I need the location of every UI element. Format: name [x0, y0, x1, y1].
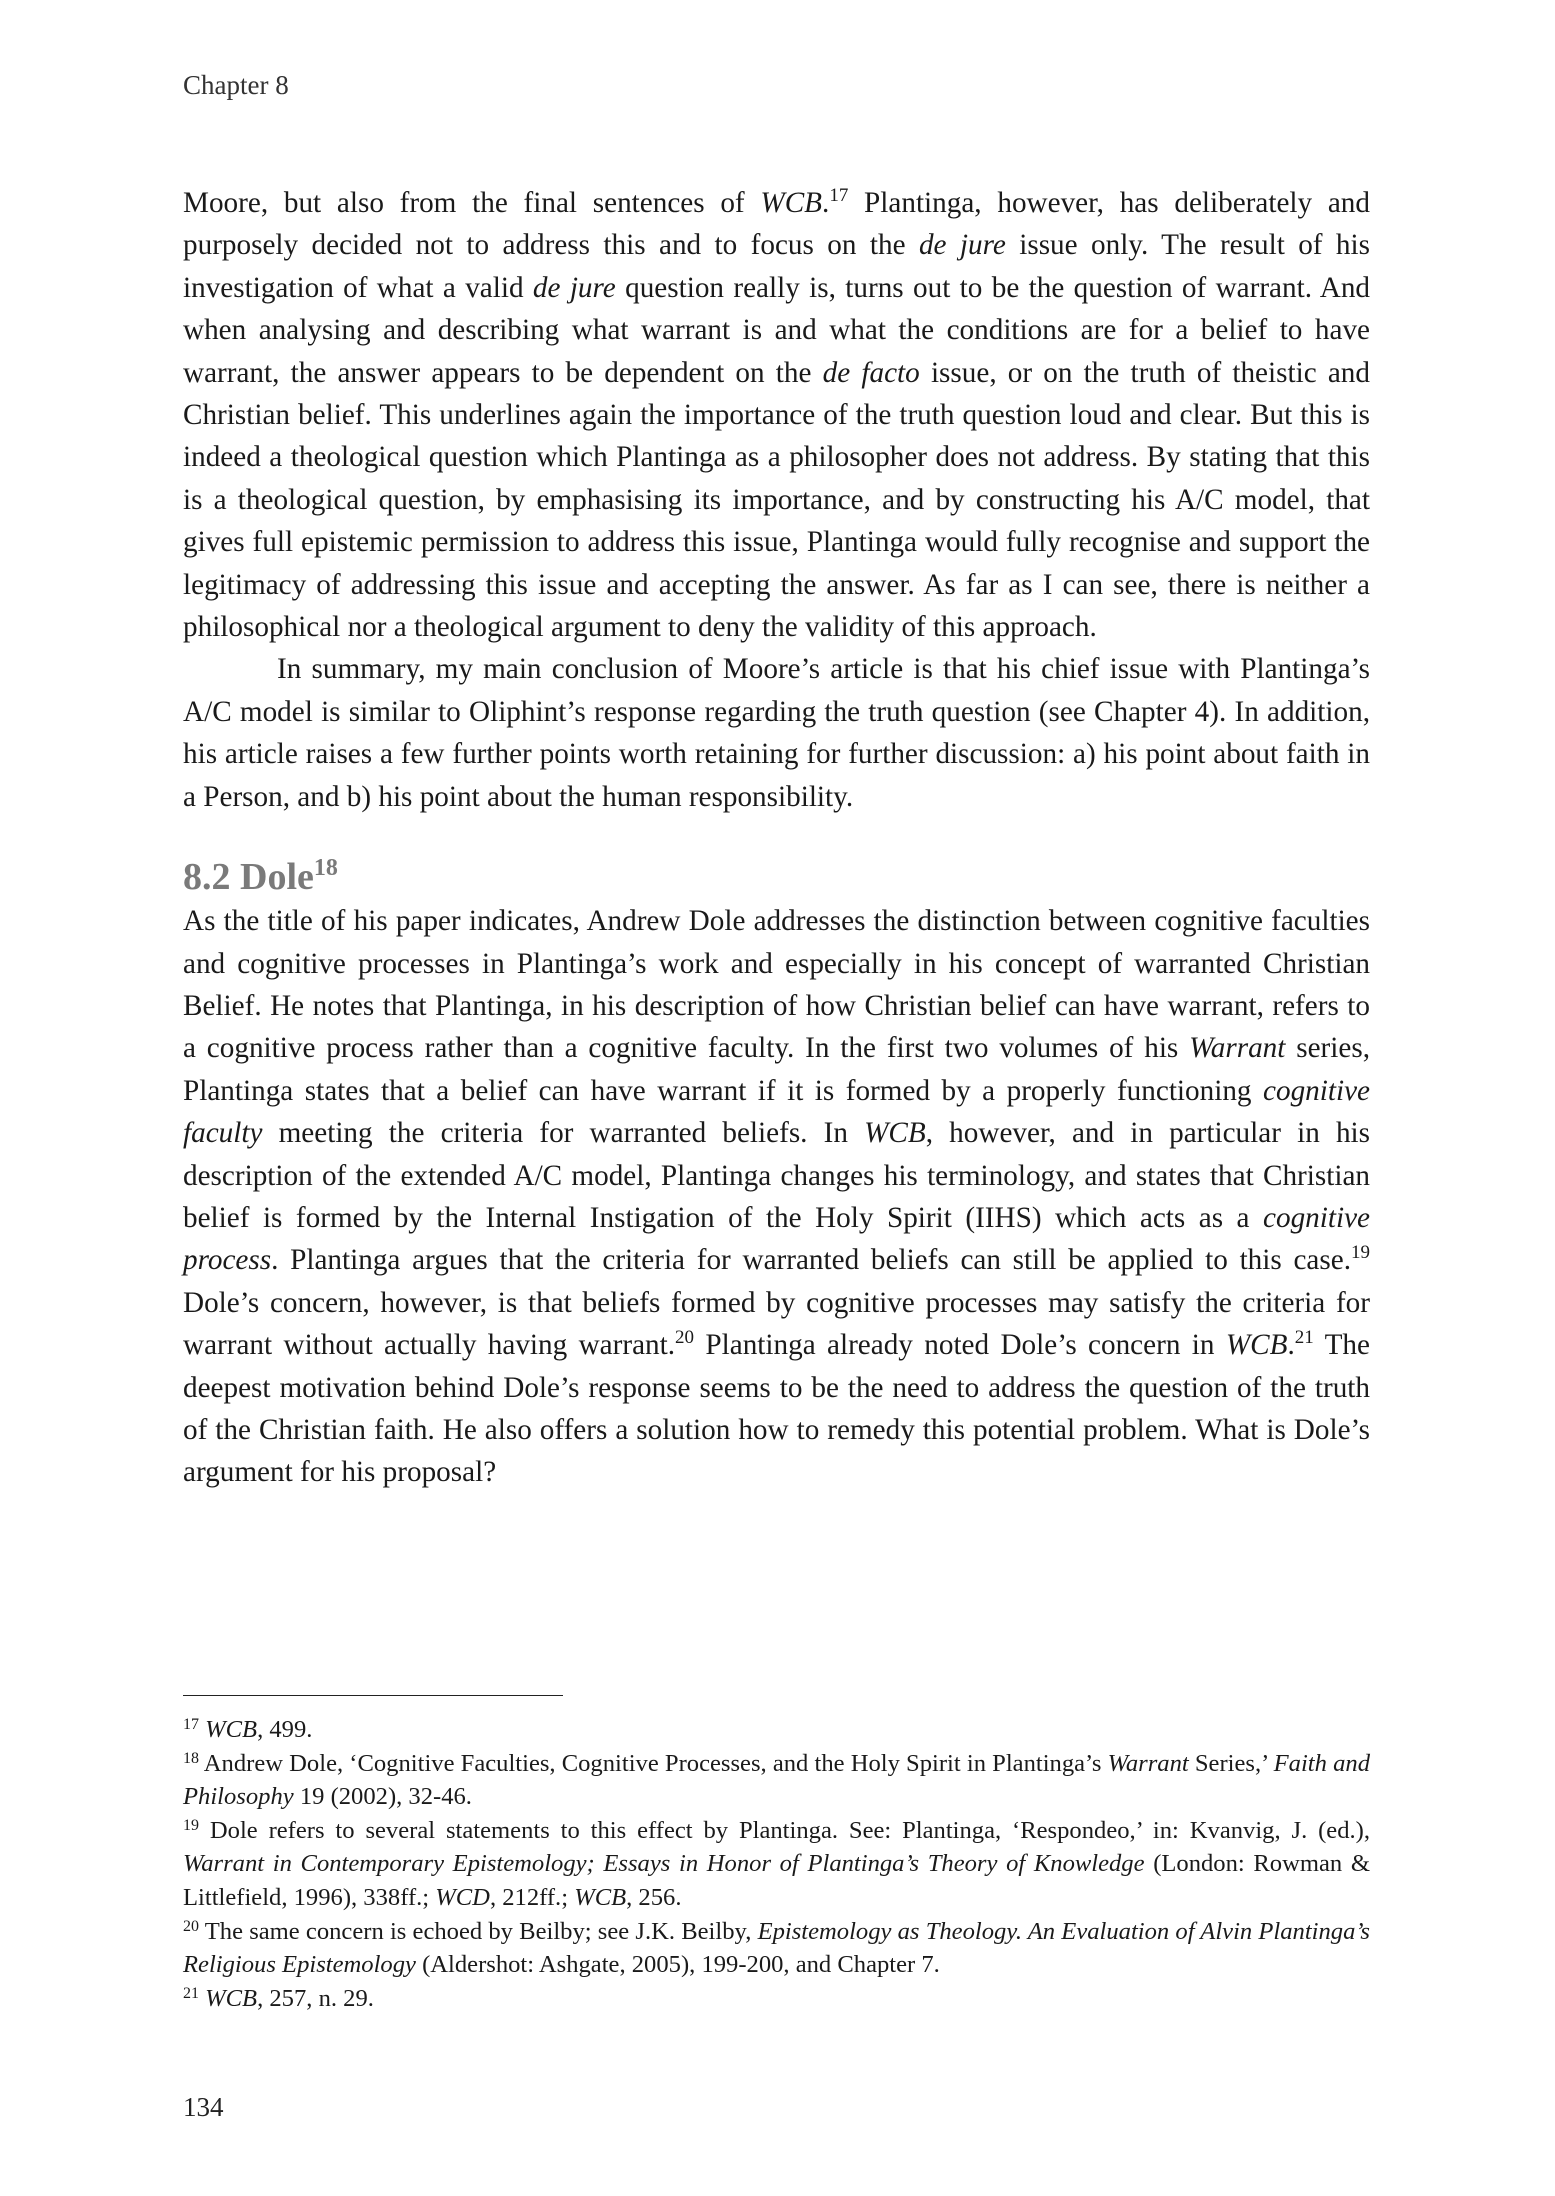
italic-title: WCB [1225, 1329, 1288, 1362]
footnote-ref-21[interactable]: 21 [1294, 1327, 1314, 1349]
italic-title: WCB [864, 1117, 926, 1150]
footnote-ref-20[interactable]: 20 [675, 1327, 695, 1349]
text-run: Andrew Dole, ‘Cognitive Faculties, Cognitive Processes, and the Holy Spirit in Plantinga’s [199, 1749, 1108, 1777]
text-run: Dole refers to several statements to this effect by Plantinga. See: Plantinga, ‘Respondeo,’ in: Kvanvig, J. (ed.), [199, 1816, 1370, 1844]
text-run: , 499. [257, 1716, 313, 1743]
paragraph [183, 182, 1370, 648]
text-run: Moore, but also from the final sentences of [183, 187, 761, 219]
footnote-number: 19 [183, 1816, 199, 1834]
footnote-20 [183, 1915, 1370, 1982]
text-run: 19 (2002), 32-46. [293, 1783, 472, 1811]
text-run: As the title of his paper indicates, Andrew Dole addresses the distinction between cognitive faculties and cognitive processes in Plantinga’s work and especially in his concept of warranted Christian Belief. He notes that Plantinga, in his description of how Christian belief can have warrant, refers to a cognitive process rather than a cognitive faculty. In the first two volumes of his [183, 905, 1370, 1065]
text-run: . [1287, 1329, 1295, 1362]
italic-title: WCB [205, 1984, 258, 2012]
paragraph: In summary, my main conclusion of Moore’s article is that his chief issue with Plantinga’s A/C model is similar to Oliphint’s response regarding the truth question (see Chapter 4). In addition, his article raises a few further points worth retaining for further discussion: a) his point about faith in a Person, and b) his point about the human responsibility. [183, 653, 1370, 813]
footnote-number: 18 [183, 1749, 199, 1767]
text-run: . [822, 187, 830, 219]
italic-title: Faith and Philosophy [183, 1749, 1370, 1811]
main-text [183, 182, 1370, 1494]
text-run: issue, or on the truth of theistic and Christian belief. This underlines again the importance of the truth question loud and clear. But this is indeed a theological question which Plantinga as a philosopher does not address. By stating that this is a theological question, by emphasising its importance, and by constructing his A/C model, that gives full epistemic permission to address this issue, Plantinga would fully recognise and support the legitimacy of addressing this issue and accepting the answer. As far as I can see, there is neither a philosophical nor a theological argument to deny the validity of this approach. [183, 356, 1370, 644]
italic-title: Warrant [1189, 1032, 1286, 1065]
footnote-ref-19[interactable]: 19 [1351, 1242, 1370, 1264]
footnote-17 [183, 1713, 1370, 1747]
footnote-21 [183, 1982, 1370, 2016]
text-run: . Plantinga argues that the criteria for warranted beliefs can still be applied to this case. [271, 1244, 1351, 1277]
italic-title: WCD [435, 1883, 490, 1911]
footnote-ref-17[interactable]: 17 [829, 185, 849, 206]
text-run: series, Plantinga states that a belief can have warrant if it is formed by a properly functioning [183, 1032, 1370, 1107]
italic-term: de jure [918, 229, 1006, 262]
text-run: issue only. The result of his investigation of what a valid [183, 229, 1370, 304]
footnote-18 [183, 1747, 1370, 1814]
footnote-number: 17 [183, 1716, 199, 1733]
text-run: , 256. [626, 1883, 682, 1911]
text-run: Series,’ [1188, 1749, 1274, 1777]
italic-title: Warrant [1107, 1749, 1189, 1777]
footnote-ref-18[interactable]: 18 [313, 855, 338, 882]
text-run: The deepest motivation behind Dole’s response seems to be the need to address the question of the truth of the Christian faith. He also offers a solution how to remedy this potential problem. What is Dole’s argument for his proposal? [183, 1329, 1370, 1489]
text-run: (London: Rowman & Littlefield, 1996), 338ff.; [183, 1850, 1370, 1911]
italic-title: Warrant in Contemporary Epistemology; Essays in Honor of Plantinga’s Theory of Knowledge [183, 1850, 1145, 1878]
italic-title: WCB [760, 187, 823, 219]
text-run: Plantinga, however, has deliberately and purposely decided not to address this and to focus on the [183, 187, 1370, 262]
section-title: 8.2 Dole [183, 856, 314, 899]
paragraph [183, 900, 1370, 1494]
footnote-number: 21 [183, 1984, 199, 2002]
italic-term: de facto [822, 356, 920, 389]
text-run: Plantinga already noted Dole’s concern in [694, 1329, 1226, 1362]
text-run: question really is, turns out to be the question of warrant. And when analysing and describing what warrant is and what the conditions are for a belief to have warrant, the answer appears to be dependent on the [183, 271, 1371, 389]
text-run: Dole’s concern, however, is that beliefs formed by cognitive processes may satisfy the criteria for warrant without actually having warrant. [183, 1286, 1370, 1362]
footnote-separator [183, 1695, 563, 1696]
running-head: Chapter 8 [183, 70, 289, 100]
italic-title: WCB [574, 1883, 627, 1911]
text-run: , however, and in particular in his description of the extended A/C model, Plantinga changes his terminology, and states that Christian belief is formed by the Internal Instigation of the Holy Spirit (IIHS) which acts as a [183, 1117, 1371, 1234]
italic-term: de jure [532, 271, 616, 304]
text-run: , 212ff.; [489, 1883, 575, 1911]
italic-title: WCB [205, 1716, 258, 1743]
page-number: 134 [183, 2092, 224, 2122]
footnote-19 [183, 1814, 1370, 1915]
text-run: (Aldershot: Ashgate, 2005), 199-200, and Chapter 7. [415, 1951, 940, 1979]
section-heading [183, 854, 1370, 900]
text-run: meeting the criteria for warranted beliefs. In [262, 1117, 865, 1150]
footnote-number: 20 [183, 1917, 199, 1935]
footnotes [183, 1713, 1370, 2015]
italic-title: Epistemology as Theology. An Evaluation of Alvin Plantinga’s Religious Epistemology [183, 1917, 1370, 1979]
text-run: , 257, n. 29. [257, 1984, 374, 2012]
italic-term: cognitive process [183, 1201, 1370, 1277]
text-run: The same concern is echoed by Beilby; see J.K. Beilby, [199, 1917, 758, 1945]
italic-term: cognitive faculty [183, 1074, 1370, 1150]
